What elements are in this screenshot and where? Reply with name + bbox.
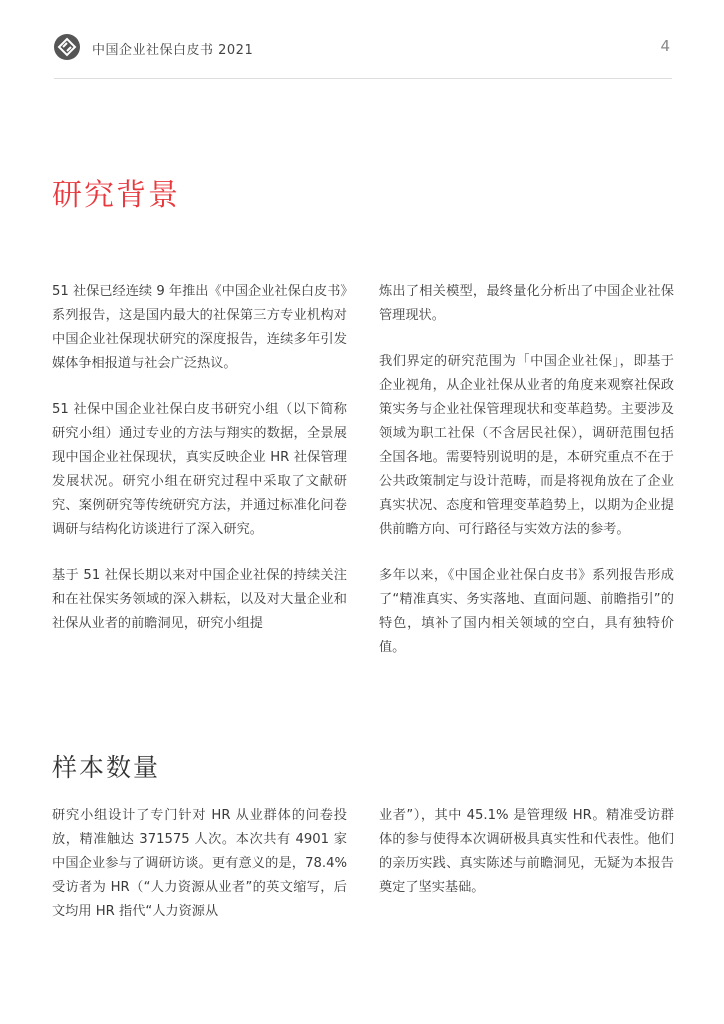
paragraph: 我们界定的研究范围为「中国企业社保」，即基于企业视角，从企业社保从业者的角度来观察社保政策实务与企业社保管理现状和变革趋势。主要涉及领域为职工社保（不含居民社保），调研范围包括全国各地。需要特别说明的是，本研究重点不在于公共政策制定与设计范畴，而是将视角放在了企业真实状况、态度和管理变革趋势上，以期为企业提供前瞻方向、可行路径与实效方法的参考。 [379,354,674,537]
page-header [54,32,672,66]
paragraph: 业者”），其中 45.1% 是管理级 HR。精准受访群体的参与使得本次调研极具真实性和代表性。他们的亲历实践、真实陈述与前瞻洞见，无疑为本报告奠定了坚实基础。 [379,808,674,895]
section-title-research-background: 研究背景 [52,178,180,213]
paragraph: 基于 51 社保长期以来对中国企业社保的持续关注和在社保实务领域的深入耕耘，以及对大量企业和社保从业者的前瞻洞见，研究小组提 [52,568,347,631]
paragraph: 炼出了相关模型，最终量化分析出了中国企业社保管理现状。 [379,284,674,323]
paragraph: 多年以来，《中国企业社保白皮书》系列报告形成了“精准真实、务实落地、直面问题、前瞻指引”的特色，填补了国内相关领域的空白，具有独特价值。 [379,568,674,655]
section2-left-column [52,804,347,946]
document-title: 中国企业社保白皮书 2021 [92,43,254,58]
paragraph: 51 社保中国企业社保白皮书研究小组（以下简称研究小组）通过专业的方法与翔实的数据，全景展现中国企业社保现状，真实反映企业 HR 社保管理发展状况。研究小组在研究过程中采取了文献研究、案例研究等传统研究方法，并通过标准化问卷调研与结构化访谈进行了深入研究。 [52,402,347,537]
section1-left-column [52,280,347,658]
page-number: 4 [660,37,670,55]
section1-right-column [379,280,674,682]
header-divider [54,78,672,79]
section-title-sample-size: 样本数量 [52,753,161,782]
paragraph: 51 社保已经连续 9 年推出《中国企业社保白皮书》系列报告，这是国内最大的社保第三方专业机构对中国企业社保现状研究的深度报告，连续多年引发媒体争相报道与社会广泛热议。 [52,284,347,371]
diamond-brand-icon [54,34,80,60]
paragraph: 研究小组设计了专门针对 HR 从业群体的问卷投放，精准触达 371575 人次。本次共有 4901 家中国企业参与了调研访谈。更有意义的是，78.4% 受访者为 HR（“人力资源从业者”的英文缩写，后文均用 HR 指代“人力资源从 [52,808,347,919]
section2-right-column [379,804,674,922]
